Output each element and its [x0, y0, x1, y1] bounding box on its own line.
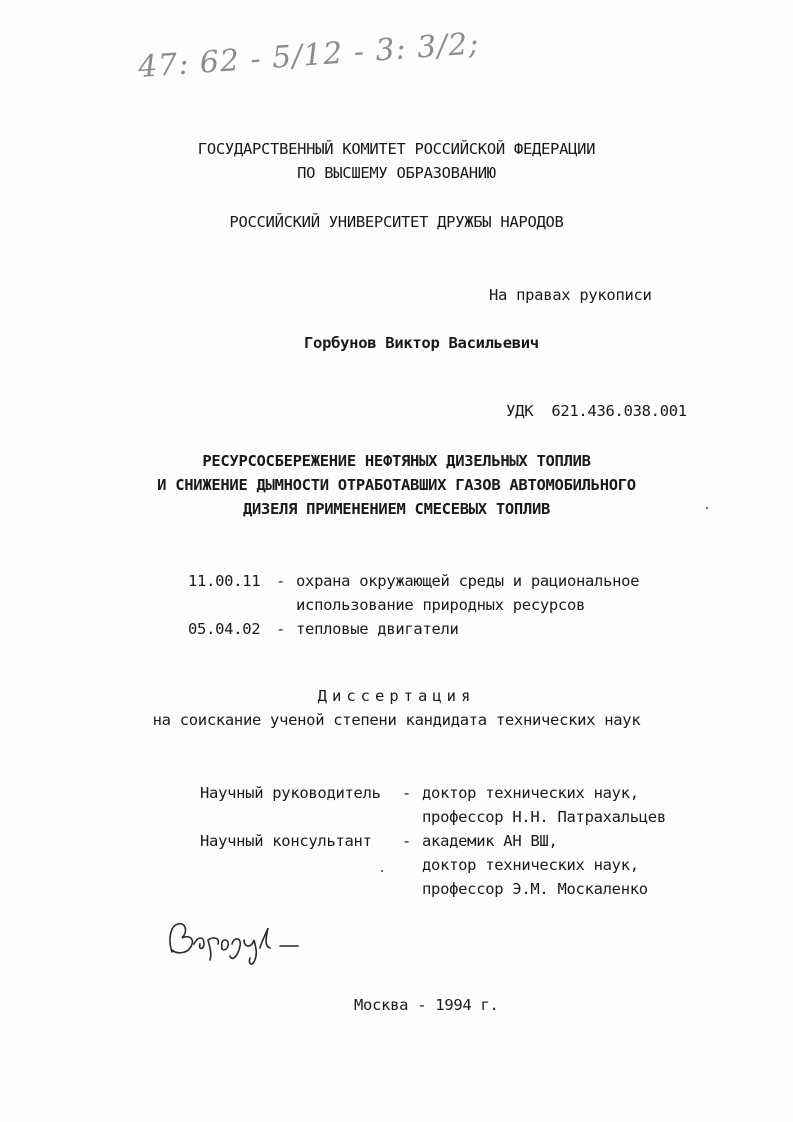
advisor-label: Научный руководитель: [200, 784, 381, 802]
stray-dot-2: [381, 870, 383, 872]
specialty-2-code: 05.04.02: [188, 620, 261, 638]
thesis-subtitle: на соискание ученой степени кандидата технических наук: [152, 711, 641, 729]
specialty-1-text: охрана окружающей среды и рациональное: [296, 572, 640, 590]
consultant-line-3: профессор Э.М. Москаленко: [422, 880, 648, 898]
consultant-label: Научный консультант: [200, 832, 372, 850]
specialty-1-dash: -: [276, 572, 286, 590]
author-name: Горбунов Виктор Васильевич: [304, 334, 539, 352]
advisor-dash: -: [402, 784, 412, 802]
committee-line-1: ГОСУДАРСТВЕННЫЙ КОМИТЕТ РОССИЙСКОЙ ФЕДЕРАЦИИ: [197, 140, 596, 158]
author-signature: [160, 910, 310, 970]
advisor-line-2: профессор Н.Н. Патрахальцев: [422, 808, 666, 826]
title-line-3: ДИЗЕЛЯ ПРИМЕНЕНИЕМ СМЕСЕВЫХ ТОПЛИВ: [242, 500, 551, 518]
city-year: Москва - 1994 г.: [354, 996, 499, 1014]
title-line-2: И СНИЖЕНИЕ ДЫМНОСТИ ОТРАБОТАВШИХ ГАЗОВ АВТОМОБИЛЬНОГО: [157, 476, 636, 494]
university-name: РОССИЙСКИЙ УНИВЕРСИТЕТ ДРУЖБЫ НАРОДОВ: [229, 213, 564, 231]
specialty-2-text: тепловые двигатели: [296, 620, 459, 638]
udc-label: УДК: [506, 402, 534, 420]
consultant-line-1: академик АН ВШ,: [422, 832, 558, 850]
udc-code: 621.436.038.001: [551, 402, 687, 420]
thesis-heading: Диссертация: [317, 687, 476, 705]
udc-line: [470, 381, 687, 441]
specialty-1-code: 11.00.11: [188, 572, 261, 590]
pencil-archive-note: [136, 26, 481, 90]
specialty-2-dash: -: [276, 620, 286, 638]
committee-line-2: ПО ВЫСШЕМУ ОБРАЗОВАНИЮ: [297, 164, 496, 182]
advisor-line-1: доктор технических наук,: [422, 784, 639, 802]
manuscript-rights: На правах рукописи: [489, 286, 652, 304]
pencil-note-text: 47: 62 - 5/12 - 3: 3/2;: [136, 26, 481, 86]
stray-dot: [706, 507, 708, 509]
consultant-line-2: доктор технических наук,: [422, 856, 639, 874]
title-line-1: РЕСУРСОСБЕРЕЖЕНИЕ НЕФТЯНЫХ ДИЗЕЛЬНЫХ ТОПЛИВ: [202, 452, 591, 470]
specialty-1-continuation: использование природных ресурсов: [296, 596, 586, 614]
consultant-dash: -: [402, 832, 412, 850]
